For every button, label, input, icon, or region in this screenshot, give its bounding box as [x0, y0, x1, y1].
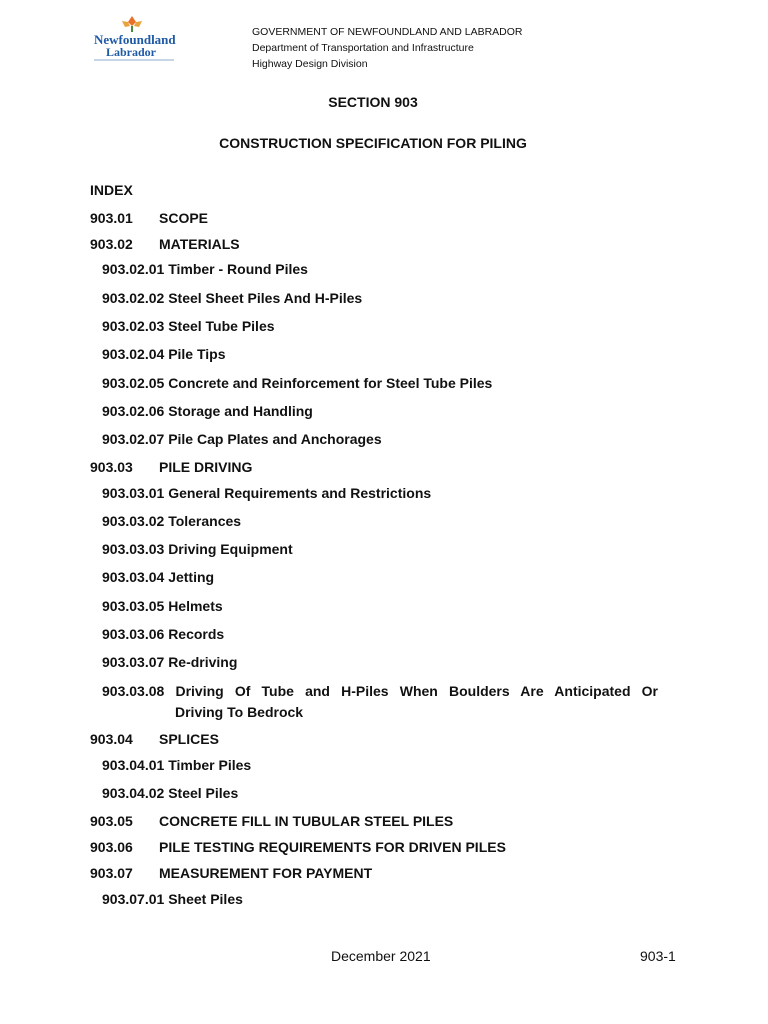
entry-number: 903.07 [90, 865, 133, 881]
index-subentry [102, 429, 382, 450]
index-subentry [102, 373, 492, 394]
entry-text: Driving Equipment [168, 541, 293, 557]
newfoundland-labrador-logo [92, 14, 176, 62]
logo-text-line1: Newfoundland [94, 32, 176, 47]
index-subentry [102, 511, 241, 532]
entry-text: Tolerances [168, 513, 242, 529]
entry-text: General Requirements and Restrictions [168, 485, 432, 501]
entry-text: CONCRETE FILL IN TUBULAR STEEL PILES [159, 813, 454, 829]
entry-number: 903.01 [90, 210, 133, 226]
entry-number: 903.06 [90, 839, 133, 855]
index-subentry-multiline [102, 681, 658, 723]
entry-number: 903.03.02 [102, 513, 165, 529]
footer-date: December 2021 [331, 948, 431, 964]
entry-text: Storage and Handling [168, 403, 313, 419]
entry-number: 903.02.03 [102, 318, 165, 334]
flower-icon [122, 16, 142, 32]
entry-text-continuation: Driving To Bedrock [175, 704, 304, 720]
index-subentry [102, 344, 226, 365]
index-subentry [102, 401, 313, 422]
entry-number: 903.03.08 [102, 683, 165, 699]
entry-number: 903.03.05 [102, 598, 165, 614]
entry-text: Jetting [168, 569, 215, 585]
entry-number: 903.02.01 [102, 261, 165, 277]
index-entry [90, 729, 219, 750]
index-subentry [102, 755, 251, 776]
logo-graphic [92, 14, 176, 62]
entry-number: 903.04.01 [102, 757, 165, 773]
entry-number: 903.02.02 [102, 290, 165, 306]
index-subentry [102, 624, 224, 645]
index-subentry [102, 316, 275, 337]
entry-text: Sheet Piles [168, 891, 243, 907]
entry-text: MEASUREMENT FOR PAYMENT [159, 865, 373, 881]
index-subentry [102, 483, 431, 504]
entry-text: SPLICES [159, 731, 219, 747]
entry-text: Helmets [168, 598, 223, 614]
entry-text: PILE DRIVING [159, 459, 253, 475]
entry-text: Steel Piles [168, 785, 239, 801]
index-subentry [102, 652, 237, 673]
entry-number: 903.04 [90, 731, 133, 747]
entry-text: PILE TESTING REQUIREMENTS FOR DRIVEN PILES [159, 839, 506, 855]
entry-number: 903.03.07 [102, 654, 165, 670]
entry-text: Concrete and Reinforcement for Steel Tube Piles [168, 375, 493, 391]
entry-number: 903.02.05 [102, 375, 165, 391]
index-subentry [102, 288, 362, 309]
index-entry [90, 208, 208, 229]
entry-text: Records [168, 626, 225, 642]
index-entry [90, 234, 240, 255]
entry-text: MATERIALS [159, 236, 240, 252]
entry-number: 903.03.04 [102, 569, 165, 585]
header-division: Highway Design Division [252, 58, 368, 70]
index-subentry [102, 889, 243, 910]
entry-number: 903.04.02 [102, 785, 165, 801]
entry-text: Timber - Round Piles [168, 261, 308, 277]
index-subentry [102, 259, 308, 280]
index-subentry [102, 783, 238, 804]
index-entry [90, 837, 506, 858]
entry-number: 903.03.03 [102, 541, 165, 557]
entry-number: 903.05 [90, 813, 133, 829]
header-government: GOVERNMENT OF NEWFOUNDLAND AND LABRADOR [252, 26, 523, 38]
entry-number: 903.02.04 [102, 346, 165, 362]
entry-text: Steel Sheet Piles And H-Piles [168, 290, 363, 306]
entry-number: 903.02.07 [102, 431, 165, 447]
index-subentry [102, 539, 293, 560]
entry-number: 903.03.01 [102, 485, 165, 501]
entry-text: Driving Of Tube and H-Piles When Boulders Are Anticipated Or [175, 683, 658, 699]
index-subentry [102, 567, 214, 588]
entry-text: Steel Tube Piles [168, 318, 275, 334]
entry-text: Pile Cap Plates and Anchorages [168, 431, 382, 447]
index-entry [90, 811, 453, 832]
entry-number: 903.02.06 [102, 403, 165, 419]
index-subentry [102, 596, 223, 617]
index-heading: INDEX [90, 182, 133, 198]
entry-text: SCOPE [159, 210, 209, 226]
entry-text: Timber Piles [168, 757, 252, 773]
footer-page-number: 903-1 [640, 948, 676, 964]
entry-text: Re-driving [168, 654, 238, 670]
entry-number: 903.03.06 [102, 626, 165, 642]
entry-number: 903.03 [90, 459, 133, 475]
main-title: CONSTRUCTION SPECIFICATION FOR PILING [219, 135, 527, 151]
section-title: SECTION 903 [328, 94, 418, 110]
entry-text: Pile Tips [168, 346, 226, 362]
index-entry [90, 457, 252, 478]
entry-number: 903.07.01 [102, 891, 165, 907]
entry-number: 903.02 [90, 236, 133, 252]
logo-text-line2: Labrador [106, 45, 157, 59]
index-entry [90, 863, 372, 884]
header-department: Department of Transportation and Infrastructure [252, 42, 474, 54]
document-header [252, 24, 523, 72]
